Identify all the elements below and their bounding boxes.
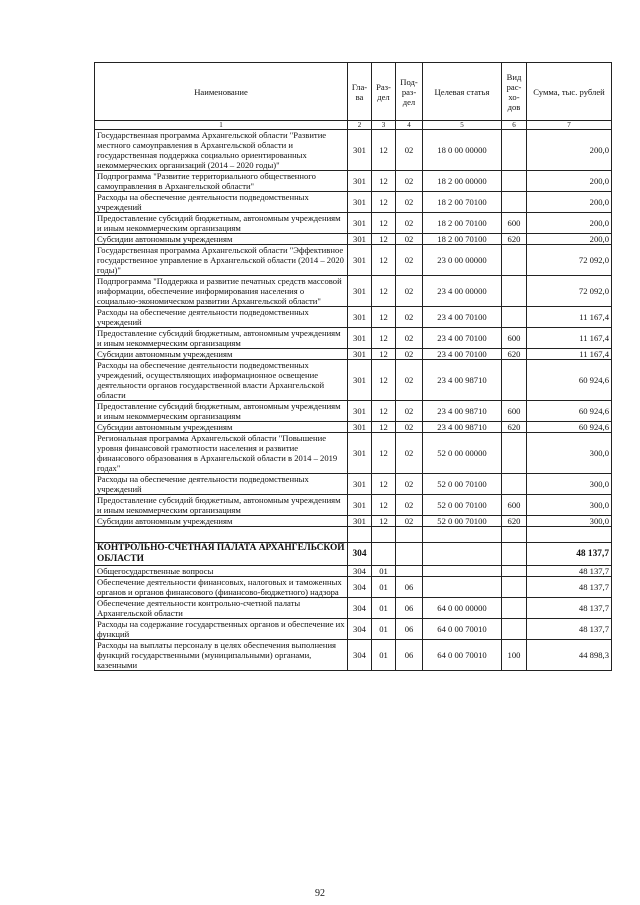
header-row [95,63,612,121]
row-podrazdel [396,566,423,577]
row-sum: 200,0 [527,213,612,234]
row-name: Государственная программа Архангельской области "Развитие местного самоуправления в Архангельской области и государственная поддержка социально ориентированных некоммерческих организаций (2014 – 2020 годы)" [95,130,348,171]
row-podrazdel: 02 [396,495,423,516]
row-podrazdel: 02 [396,213,423,234]
row-glava: 301 [348,130,372,171]
table-row [95,307,612,328]
row-sum: 300,0 [527,516,612,527]
row-vid [502,433,527,474]
row-target: 64 0 00 00000 [423,598,502,619]
row-razdel: 12 [372,234,396,245]
row-vid: 600 [502,213,527,234]
row-vid [502,130,527,171]
table-row [95,619,612,640]
row-glava: 301 [348,401,372,422]
row-target: 64 0 00 70010 [423,619,502,640]
row-glava: 304 [348,598,372,619]
row-razdel [372,543,396,566]
table-row [95,577,612,598]
row-glava: 301 [348,422,372,433]
row-target: 52 0 00 70100 [423,516,502,527]
row-target: 52 0 00 70100 [423,474,502,495]
row-razdel: 01 [372,640,396,671]
row-podrazdel: 06 [396,640,423,671]
column-number: 3 [372,121,396,130]
table-row [95,349,612,360]
row-name: Субсидии автономным учреждениям [95,422,348,433]
table-row [95,598,612,619]
row-vid [502,276,527,307]
column-number: 4 [396,121,423,130]
row-vid: 600 [502,328,527,349]
row-razdel: 12 [372,422,396,433]
spacer-row [95,527,612,543]
budget-table [94,62,612,671]
row-sum: 11 167,4 [527,349,612,360]
row-razdel: 12 [372,171,396,192]
column-number: 7 [527,121,612,130]
row-name: Государственная программа Архангельской области "Эффективное государственное управление в Архангельской области (2014 – 2020 годы)" [95,245,348,276]
table-row [95,422,612,433]
table-row [95,640,612,671]
row-sum: 60 924,6 [527,360,612,401]
row-vid [502,245,527,276]
row-vid [502,598,527,619]
table-row [95,192,612,213]
spacer-cell [423,527,502,543]
table-row [95,130,612,171]
table-row [95,328,612,349]
row-podrazdel: 06 [396,598,423,619]
row-name: Предоставление субсидий бюджетным, автономным учреждениям и иным некоммерческим организациям [95,328,348,349]
row-razdel: 01 [372,577,396,598]
row-sum: 72 092,0 [527,276,612,307]
row-sum: 200,0 [527,171,612,192]
row-podrazdel: 02 [396,474,423,495]
table-row [95,433,612,474]
column-number-row [95,121,612,130]
row-sum: 44 898,3 [527,640,612,671]
row-vid: 100 [502,640,527,671]
row-podrazdel: 06 [396,619,423,640]
row-razdel: 12 [372,276,396,307]
row-sum: 48 137,7 [527,577,612,598]
row-glava: 304 [348,619,372,640]
row-vid [502,474,527,495]
row-podrazdel: 02 [396,349,423,360]
row-sum: 200,0 [527,130,612,171]
row-vid [502,543,527,566]
row-sum: 11 167,4 [527,328,612,349]
row-target: 23 4 00 70100 [423,349,502,360]
row-podrazdel: 02 [396,234,423,245]
row-target: 23 4 00 70100 [423,328,502,349]
row-vid [502,307,527,328]
row-name: Субсидии автономным учреждениям [95,234,348,245]
row-target: 18 2 00 70100 [423,192,502,213]
row-name: Субсидии автономным учреждениям [95,516,348,527]
row-razdel: 12 [372,495,396,516]
row-glava: 301 [348,349,372,360]
row-glava: 301 [348,307,372,328]
page-number: 92 [315,888,325,899]
row-target: 52 0 00 70100 [423,495,502,516]
row-podrazdel: 02 [396,276,423,307]
header-sum: Сумма, тыс. рублей [527,63,612,121]
row-razdel: 12 [372,401,396,422]
row-vid: 620 [502,422,527,433]
row-podrazdel: 02 [396,433,423,474]
row-podrazdel: 02 [396,516,423,527]
table-row [95,171,612,192]
row-sum: 60 924,6 [527,422,612,433]
row-glava: 304 [348,543,372,566]
row-target: 18 0 00 00000 [423,130,502,171]
row-sum: 48 137,7 [527,598,612,619]
row-target: 23 4 00 98710 [423,422,502,433]
row-podrazdel [396,543,423,566]
row-name: Подпрограмма "Поддержка и развитие печатных средств массовой информации, обеспечение информирования населения о социально-экономическом развитии Архангельской области" [95,276,348,307]
row-name: Предоставление субсидий бюджетным, автономным учреждениям и иным некоммерческим организациям [95,495,348,516]
row-target: 18 2 00 70100 [423,213,502,234]
table-row [95,495,612,516]
row-podrazdel: 02 [396,401,423,422]
row-name: Региональная программа Архангельской области "Повышение уровня финансовой грамотности населения и развитие финансового образования в Архангельской области в 2014 – 2019 годах" [95,433,348,474]
row-vid: 620 [502,516,527,527]
row-name: Общегосударственные вопросы [95,566,348,577]
row-vid [502,360,527,401]
table-row [95,360,612,401]
row-glava: 301 [348,360,372,401]
row-vid [502,192,527,213]
header-razdel: Раз-дел [372,63,396,121]
row-razdel: 12 [372,213,396,234]
row-podrazdel: 02 [396,245,423,276]
table-row [95,276,612,307]
row-glava: 301 [348,213,372,234]
row-razdel: 12 [372,307,396,328]
row-sum: 48 137,7 [527,543,612,566]
row-glava: 304 [348,640,372,671]
row-razdel: 12 [372,130,396,171]
spacer-cell [95,527,348,543]
row-podrazdel: 02 [396,130,423,171]
column-number: 1 [95,121,348,130]
row-razdel: 01 [372,619,396,640]
table-row [95,234,612,245]
table-row [95,213,612,234]
table-row [95,474,612,495]
row-target: 18 2 00 70100 [423,234,502,245]
header-target: Целевая статья [423,63,502,121]
row-glava: 301 [348,328,372,349]
table-row [95,566,612,577]
row-razdel: 12 [372,192,396,213]
row-target: 52 0 00 00000 [423,433,502,474]
row-vid: 600 [502,495,527,516]
row-target: 23 0 00 00000 [423,245,502,276]
row-glava: 301 [348,171,372,192]
row-name: Расходы на обеспечение деятельности подведомственных учреждений [95,192,348,213]
row-podrazdel: 02 [396,307,423,328]
row-vid [502,577,527,598]
row-glava: 301 [348,474,372,495]
row-target [423,566,502,577]
row-sum: 11 167,4 [527,307,612,328]
row-razdel: 12 [372,433,396,474]
table-body [95,130,612,671]
row-name: Обеспечение деятельности контрольно-счетной палаты Архангельской области [95,598,348,619]
column-number: 2 [348,121,372,130]
spacer-cell [527,527,612,543]
row-name: Расходы на выплаты персоналу в целях обеспечения выполнения функций государственными (муниципальными) органами, казенными [95,640,348,671]
row-target: 23 4 00 00000 [423,276,502,307]
row-name: Предоставление субсидий бюджетным, автономным учреждениям и иным некоммерческим организациям [95,213,348,234]
header-name: Наименование [95,63,348,121]
row-glava: 304 [348,577,372,598]
row-glava: 301 [348,234,372,245]
row-razdel: 12 [372,245,396,276]
row-target: 23 4 00 98710 [423,360,502,401]
spacer-cell [502,527,527,543]
row-podrazdel: 02 [396,422,423,433]
row-razdel: 12 [372,328,396,349]
row-name: Расходы на обеспечение деятельности подведомственных учреждений, осуществляющих информационное освещение деятельности органов государственной власти Архангельской области [95,360,348,401]
row-podrazdel: 02 [396,171,423,192]
column-number: 6 [502,121,527,130]
row-sum: 200,0 [527,192,612,213]
header-glava: Гла-ва [348,63,372,121]
row-vid: 620 [502,234,527,245]
row-target: 64 0 00 70010 [423,640,502,671]
row-podrazdel: 06 [396,577,423,598]
row-podrazdel: 02 [396,360,423,401]
row-sum: 200,0 [527,234,612,245]
row-vid: 600 [502,401,527,422]
row-name: КОНТРОЛЬНО-СЧЕТНАЯ ПАЛАТА АРХАНГЕЛЬСКОЙ ОБЛАСТИ [95,543,348,566]
row-glava: 301 [348,516,372,527]
row-vid [502,171,527,192]
row-razdel: 12 [372,474,396,495]
row-sum: 72 092,0 [527,245,612,276]
row-razdel: 01 [372,566,396,577]
table-row [95,516,612,527]
row-glava: 301 [348,192,372,213]
spacer-cell [348,527,372,543]
row-name: Обеспечение деятельности финансовых, налоговых и таможенных органов и органов финансового (финансово-бюджетного) надзора [95,577,348,598]
row-target [423,543,502,566]
row-vid: 620 [502,349,527,360]
row-vid [502,619,527,640]
row-razdel: 12 [372,516,396,527]
row-podrazdel: 02 [396,328,423,349]
row-sum: 300,0 [527,433,612,474]
row-glava: 301 [348,495,372,516]
table-row [95,245,612,276]
row-name: Расходы на содержание государственных органов и обеспечение их функций [95,619,348,640]
row-target [423,577,502,598]
row-sum: 300,0 [527,495,612,516]
row-glava: 304 [348,566,372,577]
spacer-cell [396,527,423,543]
row-sum: 60 924,6 [527,401,612,422]
table-row [95,401,612,422]
row-name: Предоставление субсидий бюджетным, автономным учреждениям и иным некоммерческим организациям [95,401,348,422]
row-target: 23 4 00 98710 [423,401,502,422]
row-sum: 48 137,7 [527,566,612,577]
row-name: Субсидии автономным учреждениям [95,349,348,360]
row-razdel: 12 [372,349,396,360]
row-target: 18 2 00 00000 [423,171,502,192]
row-razdel: 01 [372,598,396,619]
row-podrazdel: 02 [396,192,423,213]
row-sum: 300,0 [527,474,612,495]
row-glava: 301 [348,245,372,276]
row-name: Расходы на обеспечение деятельности подведомственных учреждений [95,307,348,328]
header-vid: Вид рас-хо-дов [502,63,527,121]
row-glava: 301 [348,433,372,474]
row-name: Расходы на обеспечение деятельности подведомственных учреждений [95,474,348,495]
header-podrazdel: Под-раз-дел [396,63,423,121]
row-razdel: 12 [372,360,396,401]
column-number: 5 [423,121,502,130]
row-sum: 48 137,7 [527,619,612,640]
row-name: Подпрограмма "Развитие территориального общественного самоуправления в Архангельской области" [95,171,348,192]
spacer-cell [372,527,396,543]
row-target: 23 4 00 70100 [423,307,502,328]
row-vid [502,566,527,577]
row-glava: 301 [348,276,372,307]
table-row [95,543,612,566]
